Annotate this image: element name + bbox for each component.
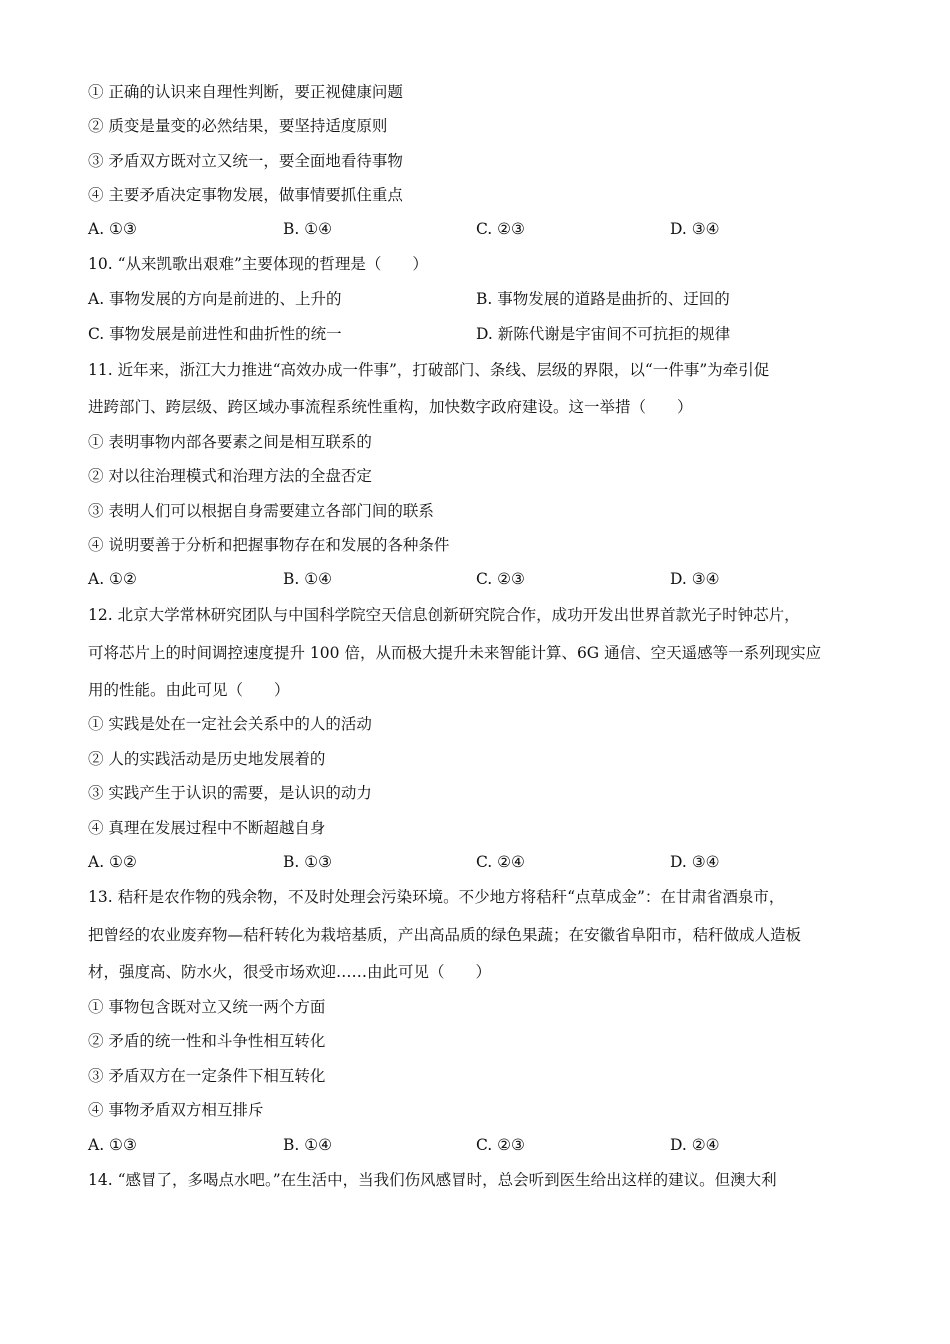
q12-option-b: B. ①③ (283, 853, 333, 871)
q12-stem-line-2: 可将芯片上的时间调控速度提升 100 倍，从而极大提升未来智能计算、6G 通信、空天遥感等一系列现实应 (88, 644, 822, 662)
q10-option-d: D. 新陈代谢是宇宙间不可抗拒的规律 (476, 325, 731, 343)
q9-option-b: B. ①④ (283, 220, 333, 238)
q11-option-d: D. ③④ (670, 570, 720, 588)
q13-item-3: ③ 矛盾双方在一定条件下相互转化 (88, 1067, 326, 1085)
q9-option-a: A. ①③ (88, 220, 137, 238)
q10-option-b: B. 事物发展的道路是曲折的、迂回的 (476, 290, 730, 308)
q11-item-3: ③ 表明人们可以根据自身需要建立各部门间的联系 (88, 502, 434, 520)
q13-option-d: D. ②④ (670, 1136, 720, 1154)
q12-options (88, 852, 868, 872)
q13-option-b: B. ①④ (283, 1136, 333, 1154)
q12-stem-line-3: 用的性能。由此可见（ ） (88, 681, 290, 699)
q12-item-3: ③ 实践产生于认识的需要，是认识的动力 (88, 784, 372, 802)
q12-item-1: ① 实践是处在一定社会关系中的人的活动 (88, 715, 372, 733)
q11-option-b: B. ①④ (283, 570, 333, 588)
q12-item-4: ④ 真理在发展过程中不断超越自身 (88, 819, 326, 837)
q12-option-a: A. ①② (88, 853, 137, 871)
q13-item-1: ① 事物包含既对立又统一两个方面 (88, 998, 326, 1016)
q13-options (88, 1135, 868, 1155)
q10-options-row-2 (88, 324, 868, 344)
q10-options-row-1 (88, 289, 868, 309)
q9-item-1: ① 正确的认识来自理性判断，要正视健康问题 (88, 83, 403, 101)
q13-item-4: ④ 事物矛盾双方相互排斥 (88, 1101, 264, 1119)
q11-option-c: C. ②③ (476, 570, 525, 588)
q14-stem-line-1: 14. “感冒了，多喝点水吧。”在生活中，当我们伤风感冒时，总会听到医生给出这样的建议。但澳大利 (88, 1171, 777, 1189)
q13-stem-line-1: 13. 秸秆是农作物的残余物，不及时处理会污染环境。不少地方将秸秆“点草成金”：在甘肃省酒泉市， (88, 888, 785, 906)
q13-stem-line-2: 把曾经的农业废弃物—秸秆转化为栽培基质，产出高品质的绿色果蔬；在安徽省阜阳市，秸秆做成人造板 (88, 926, 802, 944)
q11-stem-line-2: 进跨部门、跨层级、跨区域办事流程系统性重构，加快数字政府建设。这一举措（ ） (88, 398, 693, 416)
q12-option-c: C. ②④ (476, 853, 525, 871)
q13-option-c: C. ②③ (476, 1136, 525, 1154)
q11-stem-line-1: 11. 近年来，浙江大力推进“高效办成一件事”，打破部门、条线、层级的界限，以“一件事”为牵引促 (88, 361, 770, 379)
q9-item-3: ③ 矛盾双方既对立又统一，要全面地看待事物 (88, 152, 403, 170)
q13-item-2: ② 矛盾的统一性和斗争性相互转化 (88, 1032, 326, 1050)
q10-option-c: C. 事物发展是前进性和曲折性的统一 (88, 325, 342, 343)
q9-item-4: ④ 主要矛盾决定事物发展，做事情要抓住重点 (88, 186, 403, 204)
q13-option-a: A. ①③ (88, 1136, 137, 1154)
q9-option-c: C. ②③ (476, 220, 525, 238)
q10-stem: 10. “从来凯歌出艰难”主要体现的哲理是（ ） (88, 255, 428, 273)
q13-stem-line-3: 材，强度高、防水火，很受市场欢迎……由此可见（ ） (88, 963, 492, 981)
q12-stem-line-1: 12. 北京大学常林研究团队与中国科学院空天信息创新研究院合作，成功开发出世界首款光子时钟芯片， (88, 606, 800, 624)
q11-options (88, 569, 868, 589)
q11-option-a: A. ①② (88, 570, 137, 588)
q12-item-2: ② 人的实践活动是历史地发展着的 (88, 750, 326, 768)
q11-item-1: ① 表明事物内部各要素之间是相互联系的 (88, 433, 372, 451)
q9-options (88, 219, 868, 239)
q9-option-d: D. ③④ (670, 220, 720, 238)
q12-option-d: D. ③④ (670, 853, 720, 871)
q11-item-4: ④ 说明要善于分析和把握事物存在和发展的各种条件 (88, 536, 450, 554)
q9-item-2: ② 质变是量变的必然结果，要坚持适度原则 (88, 117, 388, 135)
q11-item-2: ② 对以往治理模式和治理方法的全盘否定 (88, 467, 372, 485)
q10-option-a: A. 事物发展的方向是前进的、上升的 (88, 290, 342, 308)
